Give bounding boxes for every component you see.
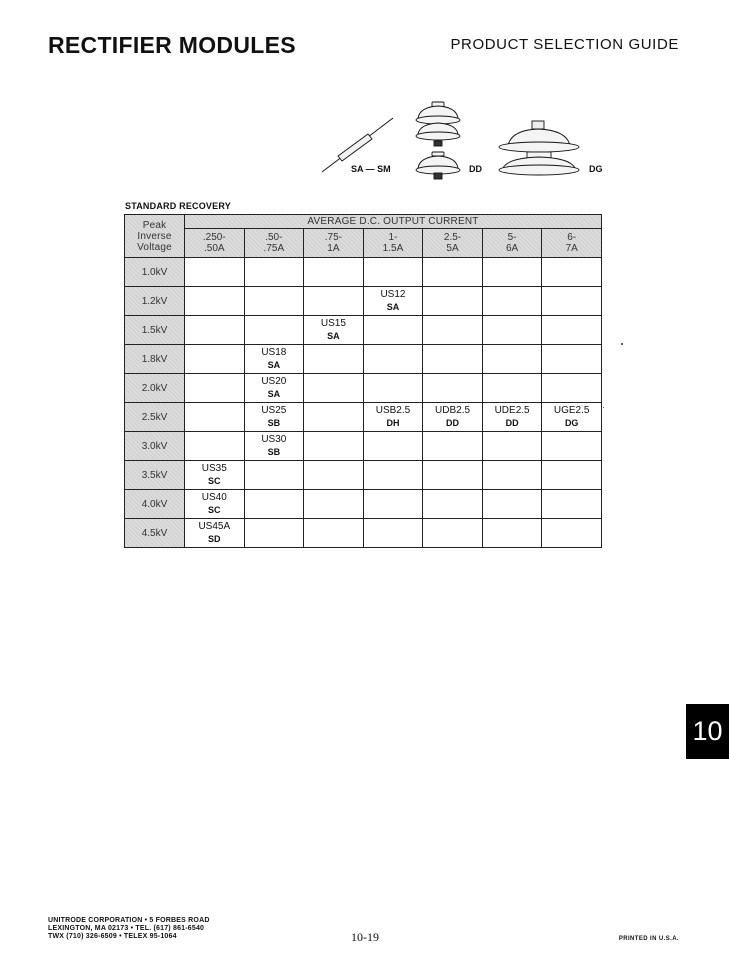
package-code: SC xyxy=(208,505,221,515)
table-cell xyxy=(482,345,542,374)
current-range-max: 1.5A xyxy=(382,243,404,254)
current-range-max: 7A xyxy=(565,243,578,254)
corner-line: Peak xyxy=(142,219,167,231)
page-subtitle: PRODUCT SELECTION GUIDE xyxy=(450,36,679,53)
table-cell xyxy=(185,490,245,519)
package-label-sa-sm: SA — SM xyxy=(351,164,391,174)
table-cell xyxy=(542,287,602,316)
table-cell xyxy=(423,403,483,432)
part-number: UGE2.5 xyxy=(553,405,590,416)
current-range-header xyxy=(542,229,602,258)
table-cell xyxy=(542,345,602,374)
table-cell xyxy=(482,519,542,548)
table-cell xyxy=(185,519,245,548)
table-cell xyxy=(482,316,542,345)
voltage-header: 2.5kV xyxy=(125,403,185,432)
table-row xyxy=(125,432,602,461)
table-cell xyxy=(304,345,364,374)
table-cell xyxy=(185,345,245,374)
current-range-header xyxy=(304,229,364,258)
current-range-header xyxy=(185,229,245,258)
package-code: SA xyxy=(327,331,340,341)
current-range-header xyxy=(363,229,423,258)
part-number: USB2.5 xyxy=(375,405,411,416)
current-range-max: 6A xyxy=(505,243,519,254)
current-range-max: .50A xyxy=(203,243,225,254)
voltage-header: 3.5kV xyxy=(125,461,185,490)
table-cell xyxy=(542,461,602,490)
table-cell xyxy=(423,287,483,316)
table-cell xyxy=(185,374,245,403)
table-cell xyxy=(423,316,483,345)
package-code: DD xyxy=(446,418,460,428)
table-cell xyxy=(304,519,364,548)
table-cell xyxy=(542,519,602,548)
current-range-header xyxy=(244,229,304,258)
voltage-header: 2.0kV xyxy=(125,374,185,403)
table-cell xyxy=(304,287,364,316)
part-number: US12 xyxy=(380,289,406,300)
voltage-header: 4.0kV xyxy=(125,490,185,519)
part-number: US45A xyxy=(198,521,231,532)
voltage-header: 1.5kV xyxy=(125,316,185,345)
table-cell xyxy=(482,490,542,519)
table-cell xyxy=(363,316,423,345)
table-cell xyxy=(423,519,483,548)
part-number: UDB2.5 xyxy=(435,405,471,416)
table-cell xyxy=(244,287,304,316)
table-cell xyxy=(304,374,364,403)
table-cell xyxy=(185,432,245,461)
table-cell xyxy=(244,345,304,374)
table-cell xyxy=(482,287,542,316)
table-cell xyxy=(482,403,542,432)
voltage-header: 1.8kV xyxy=(125,345,185,374)
table-cell xyxy=(363,374,423,403)
table-cell xyxy=(244,461,304,490)
part-number: US18 xyxy=(261,347,287,358)
table-cell xyxy=(363,519,423,548)
part-number: US15 xyxy=(320,318,346,329)
part-number: US40 xyxy=(201,492,227,503)
table-cell xyxy=(185,287,245,316)
table-cell xyxy=(363,490,423,519)
package-code: DD xyxy=(505,418,519,428)
package-code: SA xyxy=(386,302,400,312)
table-row xyxy=(125,258,602,287)
package-code: SA xyxy=(267,360,281,370)
table-cell xyxy=(482,258,542,287)
current-range-max: 1A xyxy=(327,243,340,254)
table-row xyxy=(125,403,602,432)
table-cell xyxy=(363,432,423,461)
scan-speck xyxy=(621,343,623,345)
group-header: AVERAGE D.C. OUTPUT CURRENT xyxy=(185,215,602,229)
table-row xyxy=(125,287,602,316)
table-cell xyxy=(304,403,364,432)
address-line: TWX (710) 326-6509 • TELEX 95-1064 xyxy=(48,933,177,940)
address-line: LEXINGTON, MA 02173 • TEL. (617) 861-6540 xyxy=(48,925,205,932)
table-cell xyxy=(244,374,304,403)
package-code: DG xyxy=(564,418,579,428)
current-range-max: 5A xyxy=(446,243,459,254)
part-number: US35 xyxy=(201,463,227,474)
table-cell xyxy=(304,258,364,287)
table-cell xyxy=(542,403,602,432)
current-range-min: .250- xyxy=(202,232,226,243)
section-label: STANDARD RECOVERY xyxy=(125,201,231,211)
package-label-dd: DD xyxy=(469,164,482,174)
table-cell xyxy=(244,519,304,548)
table-cell xyxy=(542,374,602,403)
table-cell xyxy=(363,258,423,287)
corner-line: Inverse xyxy=(137,230,172,242)
package-code: SC xyxy=(208,476,221,486)
current-range-min: .50- xyxy=(265,232,283,243)
address-line: UNITRODE CORPORATION • 5 FORBES ROAD xyxy=(48,917,210,924)
table-cell xyxy=(542,258,602,287)
table-cell xyxy=(185,258,245,287)
page-number: 10-19 xyxy=(351,930,379,944)
scan-speck xyxy=(603,407,604,408)
package-label-dg: DG xyxy=(589,164,603,174)
corner-line: Voltage xyxy=(137,241,172,253)
table-cell xyxy=(423,374,483,403)
table-row xyxy=(125,345,602,374)
table-cell xyxy=(423,345,483,374)
voltage-header: 1.2kV xyxy=(125,287,185,316)
table-cell xyxy=(482,432,542,461)
part-number: US30 xyxy=(261,434,287,445)
table-cell xyxy=(542,316,602,345)
table-cell xyxy=(244,316,304,345)
table-cell xyxy=(185,461,245,490)
table-cell xyxy=(482,461,542,490)
product-selection-table xyxy=(124,214,602,548)
large-disc-module-icon xyxy=(499,121,579,175)
table-cell xyxy=(423,258,483,287)
current-range-min: 5- xyxy=(507,232,517,243)
current-range-min: .75- xyxy=(324,232,343,243)
table-cell xyxy=(423,432,483,461)
table-cell xyxy=(423,461,483,490)
current-range-header xyxy=(482,229,542,258)
package-code: SA xyxy=(267,389,281,399)
table-cell xyxy=(363,461,423,490)
printed-in: PRINTED IN U.S.A. xyxy=(618,936,679,942)
voltage-header: 1.0kV xyxy=(125,258,185,287)
table-cell xyxy=(482,374,542,403)
table-cell xyxy=(244,258,304,287)
table-cell xyxy=(185,316,245,345)
table-cell xyxy=(304,432,364,461)
table-row xyxy=(125,374,602,403)
part-number: US25 xyxy=(261,405,287,416)
current-range-min: 2.5- xyxy=(443,232,462,243)
table-cell xyxy=(304,461,364,490)
page-title: RECTIFIER MODULES xyxy=(48,32,296,58)
table-cell xyxy=(304,316,364,345)
company-address xyxy=(48,917,210,941)
part-number: UDE2.5 xyxy=(494,405,530,416)
table-row xyxy=(125,316,602,345)
current-range-max: .75A xyxy=(263,243,285,254)
voltage-header: 3.0kV xyxy=(125,432,185,461)
part-number: US20 xyxy=(261,376,287,387)
table-cell xyxy=(244,432,304,461)
package-code: SD xyxy=(208,534,221,544)
current-range-min: 1- xyxy=(388,232,398,243)
table-row xyxy=(125,519,602,548)
table-cell xyxy=(244,490,304,519)
table-cell xyxy=(542,490,602,519)
section-tab: 10 xyxy=(686,704,729,759)
table-cell xyxy=(363,403,423,432)
table-cell xyxy=(363,287,423,316)
stacked-disc-module-icon xyxy=(416,102,460,179)
table-cell xyxy=(363,345,423,374)
package-code: DH xyxy=(386,418,400,428)
current-range-header xyxy=(423,229,483,258)
package-code: SB xyxy=(267,418,281,428)
corner-header xyxy=(125,215,185,258)
table-row xyxy=(125,461,602,490)
table-cell xyxy=(185,403,245,432)
voltage-header: 4.5kV xyxy=(125,519,185,548)
table-row xyxy=(125,490,602,519)
table-cell xyxy=(304,490,364,519)
table-cell xyxy=(542,432,602,461)
table-cell xyxy=(244,403,304,432)
table-cell xyxy=(423,490,483,519)
package-code: SB xyxy=(267,447,281,457)
current-range-min: 6- xyxy=(567,232,577,243)
